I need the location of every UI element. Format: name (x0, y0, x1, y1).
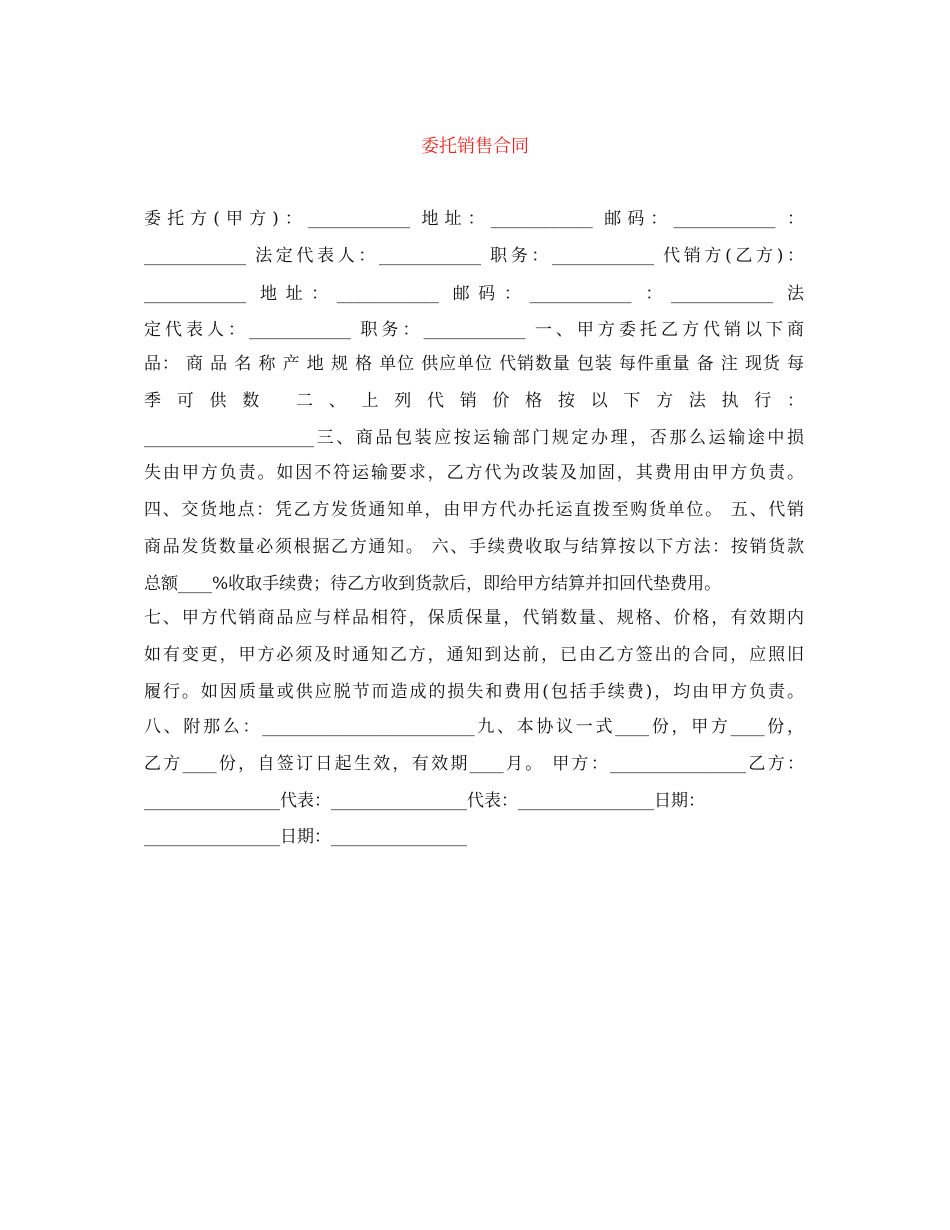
contract-line-10: 商品发货数量必须根据乙方通知。 六、手续费收取与结算按以下方法：按销货款 (144, 537, 804, 557)
contract-line-7: ____________________三、商品包装应按运输部门规定办理，否那么运输途中损 (144, 428, 804, 448)
contract-line-13: 如有变更，甲方必须及时通知乙方，通知到达前，已由乙方签出的合同，应照旧 (144, 645, 804, 665)
contract-line-15: 八、附那么：_________________________九、本协议一式____份，甲方____份， (144, 717, 804, 737)
contract-line-14: 履行。如因质量或供应脱节而造成的损失和费用(包括手续费)，均由甲方负责。 (144, 682, 804, 702)
contract-line-17: ________________代表：________________代表：________________日期： (144, 791, 705, 811)
contract-line-12: 七、甲方代销商品应与样品相符，保质保量，代销数量、规格、价格，有效期内 (144, 608, 804, 628)
contract-line-2: ____________ 法定代表人：____________ 职务：____________ 代销方(乙方)： (144, 246, 804, 266)
contract-line-8: 失由甲方负责。如因不符运输要求，乙方代为改装及加固，其费用由甲方负责。 (144, 463, 804, 483)
document-title: 委托销售合同 (421, 136, 529, 157)
contract-line-1: 委托方(甲方)：____________ 地址：____________ 邮码：____________ ： (144, 209, 804, 229)
contract-line-3: ____________ 地址：____________ 邮码：____________ ：____________ 法 (144, 284, 804, 304)
contract-line-16: 乙方____份，自签订日起生效，有效期____月。 甲方：________________乙方： (144, 754, 804, 774)
contract-line-5: 品： 商 品 名 称 产 地 规 格 单位 供应单位 代销数量 包装 每件重量 备 注 现货 每 (144, 354, 804, 374)
contract-line-4: 定代表人：____________ 职务：____________ 一、甲方委托乙方代销以下商 (144, 320, 804, 340)
contract-line-9: 四、交货地点：凭乙方发货通知单，由甲方代办托运直拨至购货单位。 五、代销 (144, 500, 804, 520)
contract-line-11: 总额____%收取手续费；待乙方收到货款后，即给甲方结算并扣回代垫费用。 (144, 574, 722, 594)
contract-line-6: 季可供数 二、上列代销价格按以下方法执行： (144, 391, 804, 411)
contract-line-18: ________________日期：________________ (144, 827, 467, 847)
